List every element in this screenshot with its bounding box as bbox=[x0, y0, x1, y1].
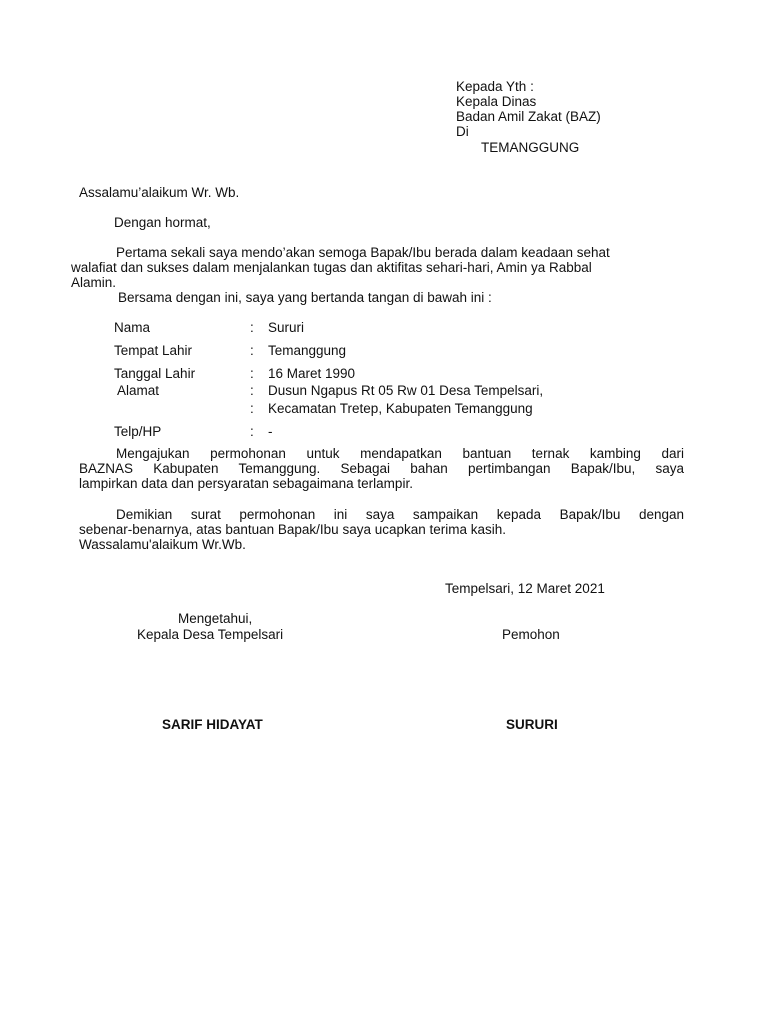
telp-value: - bbox=[268, 424, 273, 439]
signature-left-name: SARIF HIDAYAT bbox=[162, 717, 263, 732]
tempat-lahir-colon: : bbox=[250, 343, 254, 358]
alamat-colon: : bbox=[250, 383, 254, 398]
intro-line-3: Alamin. bbox=[71, 275, 117, 290]
signature-left-line-2: Kepala Desa Tempelsari bbox=[137, 627, 284, 642]
request-line-3: lampirkan data dan persyaratan sebagaimana terlampir. bbox=[79, 476, 413, 491]
telp-label: Telp/HP bbox=[114, 424, 162, 439]
nama-colon: : bbox=[250, 320, 254, 335]
alamat-value-line-1: Dusun Ngapus Rt 05 Rw 01 Desa Tempelsari, bbox=[268, 383, 544, 398]
tempat-lahir-label: Tempat Lahir bbox=[114, 343, 193, 358]
recipient-line-1: Kepada Yth : bbox=[456, 79, 534, 94]
recipient-line-4: Di bbox=[456, 124, 469, 139]
tanggal-lahir-value: 16 Maret 1990 bbox=[268, 366, 356, 381]
tempat-lahir-value: Temanggung bbox=[268, 343, 347, 358]
tanggal-lahir-label: Tanggal Lahir bbox=[114, 366, 196, 381]
request-line-2: BAZNAS Kabupaten Temanggung. Sebagai bahan pertimbangan Bapak/Ibu, saya bbox=[79, 461, 684, 476]
telp-colon: : bbox=[250, 424, 254, 439]
signature-right-line-1: Pemohon bbox=[502, 627, 560, 642]
recipient-line-3: Badan Amil Zakat (BAZ) bbox=[456, 109, 601, 124]
alamat-label: Alamat bbox=[117, 383, 160, 398]
closing-line-3: Wassalamu'alaikum Wr.Wb. bbox=[79, 537, 246, 552]
alamat-colon-2: : bbox=[250, 401, 254, 416]
alamat-value-line-2: Kecamatan Tretep, Kabupaten Temanggung bbox=[268, 401, 533, 416]
undersigned-statement: Bersama dengan ini, saya yang bertanda tangan di bawah ini : bbox=[118, 290, 492, 305]
recipient-line-2: Kepala Dinas bbox=[456, 94, 537, 109]
request-line-1: Mengajukan permohonan untuk mendapatkan bantuan ternak kambing dari bbox=[116, 446, 684, 461]
salutation: Dengan hormat, bbox=[114, 215, 211, 230]
tanggal-lahir-colon: : bbox=[250, 366, 254, 381]
greeting: Assalamu’alaikum Wr. Wb. bbox=[79, 185, 240, 200]
closing-line-2: sebenar-benarnya, atas bantuan Bapak/Ibu saya ucapkan terima kasih. bbox=[79, 522, 507, 537]
nama-label: Nama bbox=[114, 320, 151, 335]
intro-line-2: walafiat dan sukses dalam menjalankan tugas dan aktifitas sehari-hari, Amin ya Rabbal bbox=[71, 260, 592, 275]
intro-line-1: Pertama sekali saya mendo’akan semoga Bapak/Ibu berada dalam keadaan sehat bbox=[116, 245, 610, 260]
signature-right-name: SURURI bbox=[506, 717, 558, 732]
nama-value: Sururi bbox=[268, 320, 305, 335]
recipient-line-5: TEMANGGUNG bbox=[481, 140, 580, 155]
closing-line-1: Demikian surat permohonan ini saya sampaikan kepada Bapak/Ibu dengan bbox=[116, 507, 684, 522]
place-date: Tempelsari, 12 Maret 2021 bbox=[445, 581, 605, 596]
signature-left-line-1: Mengetahui, bbox=[178, 611, 253, 626]
